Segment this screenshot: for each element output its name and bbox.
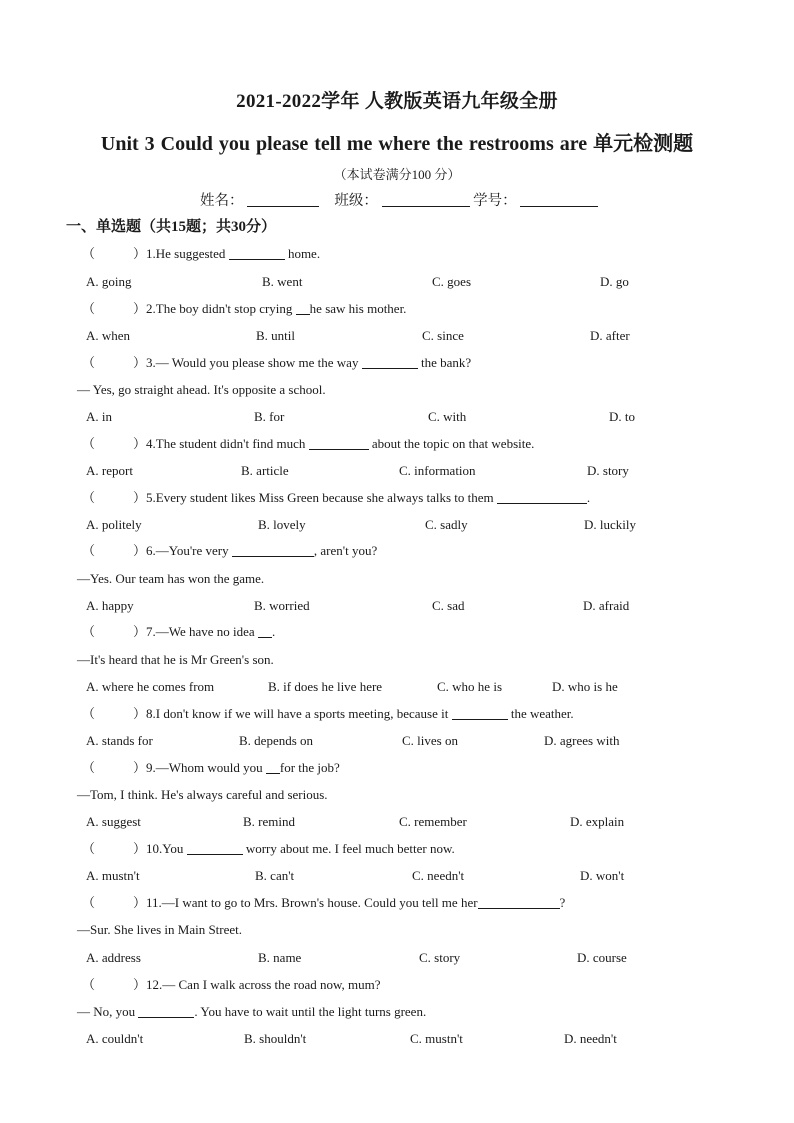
name-field[interactable]: [247, 192, 319, 207]
answer-option[interactable]: C. since: [422, 328, 464, 343]
answer-option[interactable]: D. afraid: [583, 598, 630, 613]
question-number: 6.: [146, 543, 156, 558]
answer-option[interactable]: A. going: [86, 274, 132, 289]
answer-option[interactable]: B. depends on: [239, 733, 314, 748]
answer-slot[interactable]: [98, 895, 132, 911]
question-number: 8.: [146, 706, 156, 721]
answer-option[interactable]: A. mustn't: [86, 868, 140, 883]
question-text-post: for the job?: [279, 760, 340, 775]
answer-option[interactable]: A. where he comes from: [86, 679, 215, 694]
answer-option[interactable]: D. needn't: [564, 1031, 617, 1046]
question-text: [146, 895, 565, 911]
reply-text-pre: —Yes. Our team has won the game.: [77, 571, 265, 586]
answer-paren-open: （: [82, 760, 96, 775]
answer-paren-close: ）: [133, 490, 147, 505]
question-text-post: the weather.: [507, 706, 574, 721]
question-text-post: the bank?: [417, 355, 472, 370]
question-number: 3.: [146, 355, 156, 370]
question-text: [146, 841, 455, 857]
question-text: [146, 977, 381, 993]
question-text-pre: — Would you please show me the way: [155, 355, 362, 370]
reply-text-pre: — No, you: [77, 1004, 139, 1019]
answer-blank[interactable]: [229, 247, 285, 260]
question-text-pre: Every student likes Miss Green because she always talks to them: [155, 490, 497, 505]
answer-option[interactable]: B. shouldn't: [244, 1031, 307, 1046]
question-text: [146, 355, 471, 371]
answer-slot[interactable]: [98, 977, 132, 993]
answer-option[interactable]: D. story: [587, 463, 629, 478]
question-number: 5.: [146, 490, 156, 505]
question-number: 11.: [146, 895, 162, 910]
question-text: [146, 490, 590, 506]
question-number: 9.: [146, 760, 156, 775]
answer-option[interactable]: D. who is he: [552, 679, 618, 694]
dialogue-reply-text: [77, 922, 242, 938]
question-text: [146, 543, 377, 559]
dialogue-reply-text: [77, 787, 328, 803]
question-text: [146, 436, 534, 452]
answer-slot[interactable]: [98, 246, 132, 262]
answer-option[interactable]: B. if does he live here: [268, 679, 383, 694]
question-text: [146, 301, 406, 317]
answer-blank[interactable]: [296, 302, 310, 315]
answer-option[interactable]: A. stands for: [86, 733, 153, 748]
score-note: （本试卷满分100 分）: [333, 167, 461, 182]
question-text-pre: I don't know if we will have a sports meeting, because it: [155, 706, 452, 721]
answer-slot[interactable]: [98, 760, 132, 776]
question-text: [146, 246, 320, 262]
answer-blank[interactable]: [362, 356, 418, 369]
question-text-pre: — Can I walk across the road now, mum?: [162, 977, 381, 992]
answer-option[interactable]: C. information: [399, 463, 476, 478]
question-text-post: he saw his mother.: [309, 301, 407, 316]
question-text-post: .: [586, 490, 591, 505]
answer-option[interactable]: B. name: [258, 950, 302, 965]
answer-option[interactable]: B. remind: [243, 814, 295, 829]
answer-paren-open: （: [82, 543, 96, 558]
answer-blank[interactable]: [452, 707, 508, 720]
question-number: 1.: [146, 246, 156, 261]
answer-option[interactable]: B. went: [262, 274, 303, 289]
answer-blank[interactable]: [478, 896, 560, 909]
question-number: 7.: [146, 624, 156, 639]
answer-blank[interactable]: [187, 842, 243, 855]
answer-option[interactable]: D. course: [577, 950, 627, 965]
reply-text-pre: —It's heard that he is Mr Green's son.: [77, 652, 274, 667]
question-text-post: , aren't you?: [313, 543, 378, 558]
answer-option[interactable]: B. until: [256, 328, 296, 343]
answer-paren-close: ）: [133, 895, 147, 910]
answer-blank[interactable]: [138, 1005, 194, 1018]
answer-blank[interactable]: [258, 625, 272, 638]
answer-paren-close: ）: [133, 760, 147, 775]
reply-text-pre: —Tom, I think. He's always careful and serious.: [77, 787, 328, 802]
answer-paren-open: （: [82, 841, 96, 856]
question-text-post: ?: [559, 895, 566, 910]
reply-text-pre: — Yes, go straight ahead. It's opposite a school.: [77, 382, 326, 397]
question-text-pre: The boy didn't stop crying: [155, 301, 296, 316]
answer-paren-close: ）: [133, 624, 147, 639]
answer-slot[interactable]: [98, 543, 132, 559]
answer-paren-close: ）: [133, 841, 147, 856]
answer-blank[interactable]: [497, 491, 587, 504]
answer-paren-close: ）: [133, 301, 147, 316]
answer-paren-open: （: [82, 490, 96, 505]
answer-paren-open: （: [82, 895, 96, 910]
answer-option[interactable]: B. worried: [254, 598, 310, 613]
dialogue-reply-text: [77, 571, 264, 587]
answer-paren-open: （: [82, 301, 96, 316]
question-text: [146, 706, 574, 722]
answer-option[interactable]: C. story: [419, 950, 461, 965]
answer-slot[interactable]: [98, 841, 132, 857]
answer-option[interactable]: B. article: [241, 463, 289, 478]
answer-option[interactable]: C. with: [428, 409, 467, 424]
question-text: [146, 760, 340, 776]
name-label: 姓名：: [200, 193, 244, 209]
dialogue-reply-text: [77, 1004, 426, 1020]
answer-slot[interactable]: [98, 490, 132, 506]
answer-slot[interactable]: [98, 355, 132, 371]
answer-option[interactable]: D. luckily: [584, 517, 636, 532]
question-text-pre: —You're very: [155, 543, 232, 558]
answer-option[interactable]: D. after: [590, 328, 630, 343]
question-text-pre: You: [162, 841, 187, 856]
answer-option[interactable]: A. politely: [86, 517, 142, 532]
question-number: 4.: [146, 436, 156, 451]
answer-paren-open: （: [82, 624, 96, 639]
question-text-post: worry about me. I feel much better now.: [242, 841, 455, 856]
reply-text-post: . You have to wait until the light turns green.: [194, 1004, 427, 1019]
answer-option[interactable]: C. mustn't: [410, 1031, 463, 1046]
dialogue-reply-text: [77, 382, 326, 398]
answer-paren-open: （: [82, 977, 96, 992]
question-text-post: .: [271, 624, 276, 639]
class-label: 班级：: [334, 193, 378, 209]
question-text-post: home.: [284, 246, 321, 261]
question-text-pre: The student didn't find much: [155, 436, 309, 451]
answer-paren-close: ）: [133, 543, 147, 558]
answer-option[interactable]: C. needn't: [412, 868, 465, 883]
dialogue-reply-text: [77, 652, 274, 668]
answer-paren-close: ）: [133, 977, 147, 992]
answer-paren-open: （: [82, 355, 96, 370]
question-text-post: about the topic on that website.: [368, 436, 535, 451]
answer-option[interactable]: C. sadly: [425, 517, 468, 532]
answer-paren-open: （: [82, 246, 96, 261]
student-info-row: [200, 189, 598, 210]
question-text-pre: He suggested: [155, 246, 229, 261]
class-field[interactable]: [382, 192, 470, 207]
answer-option[interactable]: A. address: [86, 950, 141, 965]
answer-slot[interactable]: [98, 436, 132, 452]
answer-option[interactable]: C. who he is: [437, 679, 502, 694]
answer-paren-close: ）: [133, 246, 147, 261]
answer-option[interactable]: B. can't: [255, 868, 295, 883]
question-text-pre: —We have no idea: [155, 624, 258, 639]
answer-paren-close: ）: [133, 436, 147, 451]
answer-option[interactable]: A. when: [86, 328, 131, 343]
answer-option[interactable]: D. go: [600, 274, 629, 289]
question-number: 2.: [146, 301, 156, 316]
answer-option[interactable]: D. won't: [580, 868, 625, 883]
answer-slot[interactable]: [98, 706, 132, 722]
exam-title-line1: 2021-2022学年 人教版英语九年级全册: [236, 91, 558, 112]
answer-blank[interactable]: [266, 761, 280, 774]
answer-option[interactable]: D. agrees with: [544, 733, 620, 748]
question-number: 12.: [146, 977, 163, 992]
question-text-pre: —I want to go to Mrs. Brown's house. Could you tell me her: [161, 895, 478, 910]
id-field[interactable]: [520, 192, 598, 207]
answer-option[interactable]: B. for: [254, 409, 285, 424]
question-text-pre: —Whom would you: [155, 760, 266, 775]
answer-option[interactable]: B. lovely: [258, 517, 306, 532]
section-title: 一、单选题（共15题；共30分）: [66, 219, 277, 235]
answer-option[interactable]: C. lives on: [402, 733, 458, 748]
answer-option[interactable]: A. happy: [86, 598, 134, 613]
question-number: 10.: [146, 841, 163, 856]
answer-blank[interactable]: [309, 437, 369, 450]
answer-paren-close: ）: [133, 706, 147, 721]
answer-option[interactable]: A. couldn't: [86, 1031, 144, 1046]
answer-option[interactable]: A. in: [86, 409, 112, 424]
answer-option[interactable]: C. goes: [432, 274, 471, 289]
answer-slot[interactable]: [98, 301, 132, 317]
answer-option[interactable]: D. to: [609, 409, 635, 424]
question-text: [146, 624, 275, 640]
answer-paren-open: （: [82, 706, 96, 721]
reply-text-pre: —Sur. She lives in Main Street.: [77, 922, 243, 937]
answer-paren-close: ）: [133, 355, 147, 370]
answer-option[interactable]: A. report: [86, 463, 133, 478]
answer-option[interactable]: A. suggest: [86, 814, 141, 829]
answer-slot[interactable]: [98, 624, 132, 640]
id-label: 学号：: [473, 193, 517, 209]
answer-option[interactable]: C. remember: [399, 814, 467, 829]
answer-paren-open: （: [82, 436, 96, 451]
exam-title-line2: Unit 3 Could you please tell me where the restrooms are 单元检测题: [100, 133, 694, 155]
answer-blank[interactable]: [232, 544, 314, 557]
answer-option[interactable]: D. explain: [570, 814, 625, 829]
answer-option[interactable]: C. sad: [432, 598, 465, 613]
